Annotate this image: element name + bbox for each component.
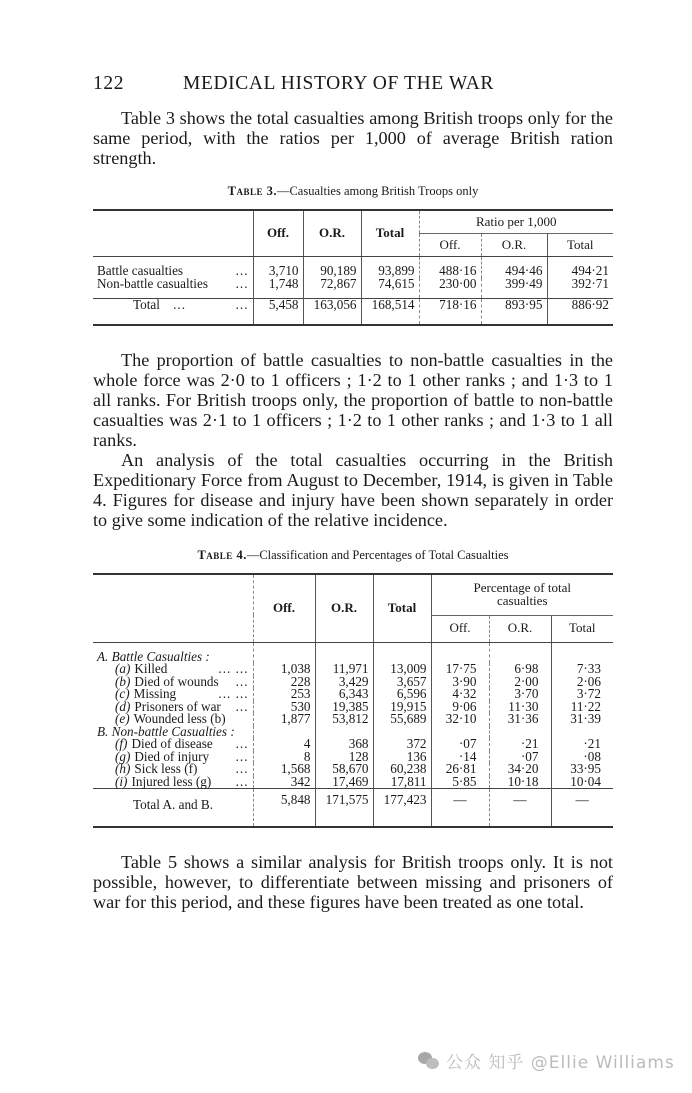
table4-header-pct-or: O.R. (489, 615, 551, 642)
table3-header-ratio-or: O.R. (481, 234, 547, 257)
leader-dots: ... (235, 673, 249, 689)
table4-caption-label: Table 4. (197, 547, 247, 562)
cell-or: 58,670 (315, 763, 373, 776)
section-a-label: A. Battle Casualties : (97, 648, 210, 664)
cell-pct-or: 10·18 (489, 776, 551, 789)
row-name: Killed (134, 661, 168, 676)
cell-ratio-off: 488·16 (419, 257, 481, 278)
watermark (418, 1048, 675, 1073)
row-label: Non-battle casualties ... (97, 275, 249, 291)
cell-or: 163,056 (303, 299, 361, 325)
table3-caption-label: Table 3. (227, 184, 277, 198)
cell-off: 228 (253, 676, 315, 689)
cell-off: 1,038 (253, 663, 315, 676)
cell-ratio-or: 893·95 (481, 299, 547, 325)
table3-header-ratio-group: Ratio per 1,000 (419, 210, 613, 234)
cell-pct-total: ·21 (551, 738, 613, 751)
page-number: 122 (93, 73, 125, 94)
cell-pct-or: 2·00 (489, 676, 551, 689)
table4-header-pct-off: Off. (431, 615, 489, 642)
cell-ratio-total: 392·71 (547, 278, 613, 299)
table4-caption (93, 548, 613, 563)
row-key: (b) (115, 673, 131, 689)
cell-pct-or: — (489, 789, 551, 827)
running-head (93, 70, 613, 98)
row-name: Died of injury (134, 748, 210, 764)
cell-off: 1,748 (253, 278, 303, 299)
table4-header-off: Off. (253, 574, 315, 643)
cell-pct-total: 10·04 (551, 776, 613, 789)
table4 (93, 573, 613, 828)
table3-header-ratio-off: Off. (419, 234, 481, 257)
cell-total: 6,596 (373, 688, 431, 701)
cell-pct-or: ·07 (489, 751, 551, 764)
cell-total: 13,009 (373, 663, 431, 676)
leader-dots: ... (235, 773, 249, 789)
row-key: (c) (115, 686, 130, 701)
cell-pct-total: ·08 (551, 751, 613, 764)
table4-total-row (93, 789, 613, 827)
cell-or: 368 (315, 738, 373, 751)
cell-total: 55,689 (373, 713, 431, 726)
cell-or: 17,469 (315, 776, 373, 789)
row-label: Total ... ... (133, 297, 249, 312)
wechat-icon (418, 1052, 440, 1070)
cell-or: 72,867 (303, 278, 361, 299)
row-label (93, 773, 253, 789)
cell-total: 168,514 (361, 299, 419, 325)
cell-pct-off: — (431, 789, 489, 827)
leader-dots: ... (235, 736, 249, 751)
cell-pct-off: ·07 (431, 738, 489, 751)
table4-caption-text: —Classification and Percentages of Total Casualties (246, 547, 509, 562)
row-key: (f) (115, 736, 128, 751)
cell-total: 93,899 (361, 257, 419, 278)
watermark-text: 公众 知乎 @Ellie Williams (446, 1053, 675, 1073)
table4-section-a (93, 642, 613, 663)
cell-pct-or: 6·98 (489, 663, 551, 676)
cell-pct-off: 32·10 (431, 713, 489, 726)
row-label: Battle casualties ... (97, 263, 249, 278)
table-row (93, 257, 613, 278)
cell-pct-total: 2·06 (551, 676, 613, 689)
cell-off: 5,458 (253, 299, 303, 325)
cell-pct-off: 17·75 (431, 663, 489, 676)
cell-or: 53,812 (315, 713, 373, 726)
paragraph-table3-intro: Table 3 shows the total casualties among British troops only for the same period, with the ratios per 1,000 of average British ration strength. (93, 108, 613, 168)
paragraph-analysis: An analysis of the total casualties occurring in the British Expeditionary Force from August to December, 1914, is given in Table 4. Figures for disease and injury have been shown separately in order to give some indication of the relative incidence. (93, 449, 613, 530)
cell-pct-total: 11·22 (551, 701, 613, 714)
cell-off: 1,877 (253, 713, 315, 726)
cell-ratio-off: 718·16 (419, 299, 481, 325)
cell-off: 342 (253, 776, 315, 789)
cell-off: 4 (253, 738, 315, 751)
row-name: Sick less (f) (134, 761, 198, 776)
row-key: (e) (115, 711, 130, 726)
cell-pct-off: 9·06 (431, 701, 489, 714)
cell-off: 8 (253, 751, 315, 764)
cell-total: 3,657 (373, 676, 431, 689)
cell-pct-or: ·21 (489, 738, 551, 751)
cell-pct-off: ·14 (431, 751, 489, 764)
table3-header-ratio-total: Total (547, 234, 613, 257)
table-row (93, 278, 613, 299)
cell-or: 6,343 (315, 688, 373, 701)
cell-or: 90,189 (303, 257, 361, 278)
cell-pct-total: 31·39 (551, 713, 613, 726)
cell-off: 253 (253, 688, 315, 701)
table3 (93, 209, 613, 326)
section-b-label: B. Non-battle Casualties : (97, 723, 235, 739)
document-page (93, 70, 613, 912)
leader-dots: ... (235, 698, 249, 714)
row-key: (g) (115, 748, 131, 764)
table3-header-total: Total (361, 210, 419, 257)
table4-header-or: O.R. (315, 574, 373, 643)
row-key: (h) (115, 761, 131, 776)
cell-pct-or: 34·20 (489, 763, 551, 776)
paragraph-table5-intro: Table 5 shows a similar analysis for British troops only. It is not possible, however, to differentiate between missing and prisoners of war for this period, and these figures have been treated as one total. (93, 851, 613, 912)
cell-total: 19,915 (373, 701, 431, 714)
leader-dots: ... (235, 748, 249, 764)
table3-header-or: O.R. (303, 210, 361, 257)
cell-ratio-or: 494·46 (481, 257, 547, 278)
table-row (93, 776, 613, 789)
leader-dots: ... ... (218, 686, 249, 701)
table4-header-pct-total: Total (551, 615, 613, 642)
row-name: Died of wounds (134, 673, 219, 689)
cell-pct-off: 26·81 (431, 763, 489, 776)
cell-total: 136 (373, 751, 431, 764)
row-name: Prisoners of war (134, 698, 221, 714)
cell-total: 17,811 (373, 776, 431, 789)
row-key: (a) (115, 661, 131, 676)
cell-off: 530 (253, 701, 315, 714)
table4-header-blank (93, 574, 253, 643)
cell-total: 372 (373, 738, 431, 751)
cell-ratio-total: 494·21 (547, 257, 613, 278)
cell-pct-off: 5·85 (431, 776, 489, 789)
row-name: Injured less (g) (131, 773, 212, 789)
cell-off: 3,710 (253, 257, 303, 278)
cell-or: 171,575 (315, 789, 373, 827)
table3-header-off: Off. (253, 210, 303, 257)
running-title: MEDICAL HISTORY OF THE WAR (183, 73, 495, 94)
cell-total: 60,238 (373, 763, 431, 776)
leader-dots: ... (235, 761, 249, 776)
cell-pct-total: — (551, 789, 613, 827)
row-key: (d) (115, 698, 131, 714)
cell-ratio-off: 230·00 (419, 278, 481, 299)
table4-header-total: Total (373, 574, 431, 643)
cell-pct-total: 3·72 (551, 688, 613, 701)
cell-pct-off: 3·90 (431, 676, 489, 689)
row-label: Total A. and B. (133, 797, 214, 812)
cell-off: 5,848 (253, 789, 315, 827)
cell-or: 3,429 (315, 676, 373, 689)
cell-total: 74,615 (361, 278, 419, 299)
cell-ratio-total: 886·92 (547, 299, 613, 325)
table3-header-blank (93, 210, 253, 257)
table3-caption (93, 184, 613, 199)
cell-or: 128 (315, 751, 373, 764)
cell-pct-total: 7·33 (551, 663, 613, 676)
table3-total-row (93, 299, 613, 325)
cell-pct-or: 11·30 (489, 701, 551, 714)
cell-pct-or: 31·36 (489, 713, 551, 726)
cell-total: 177,423 (373, 789, 431, 827)
cell-pct-or: 3·70 (489, 688, 551, 701)
table3-caption-text: —Casualties among British Troops only (276, 184, 479, 198)
paragraph-proportion: The proportion of battle casualties to non-battle casualties in the whole force was 2·0 to 1 officers ; 1·2 to 1 other ranks ; and 1·3 to 1 all ranks. For British troops only, the proportion of battle to non-battle casualties was 2·1 to 1 officers ; 1·2 to 1 other ranks ; and 1·3 to 1 all ranks. (93, 349, 613, 450)
cell-pct-total: 33·95 (551, 763, 613, 776)
row-name: Died of disease (131, 736, 213, 751)
cell-pct-off: 4·32 (431, 688, 489, 701)
leader-dots: ... ... (218, 661, 249, 676)
row-name: Missing (133, 686, 177, 701)
cell-off: 1,568 (253, 763, 315, 776)
cell-or: 19,385 (315, 701, 373, 714)
cell-or: 11,971 (315, 663, 373, 676)
table4-header-pct-group: Percentage of total casualties (431, 574, 613, 616)
row-name: Wounded less (b) (133, 711, 226, 726)
cell-ratio-or: 399·49 (481, 278, 547, 299)
row-key: (i) (115, 773, 128, 789)
